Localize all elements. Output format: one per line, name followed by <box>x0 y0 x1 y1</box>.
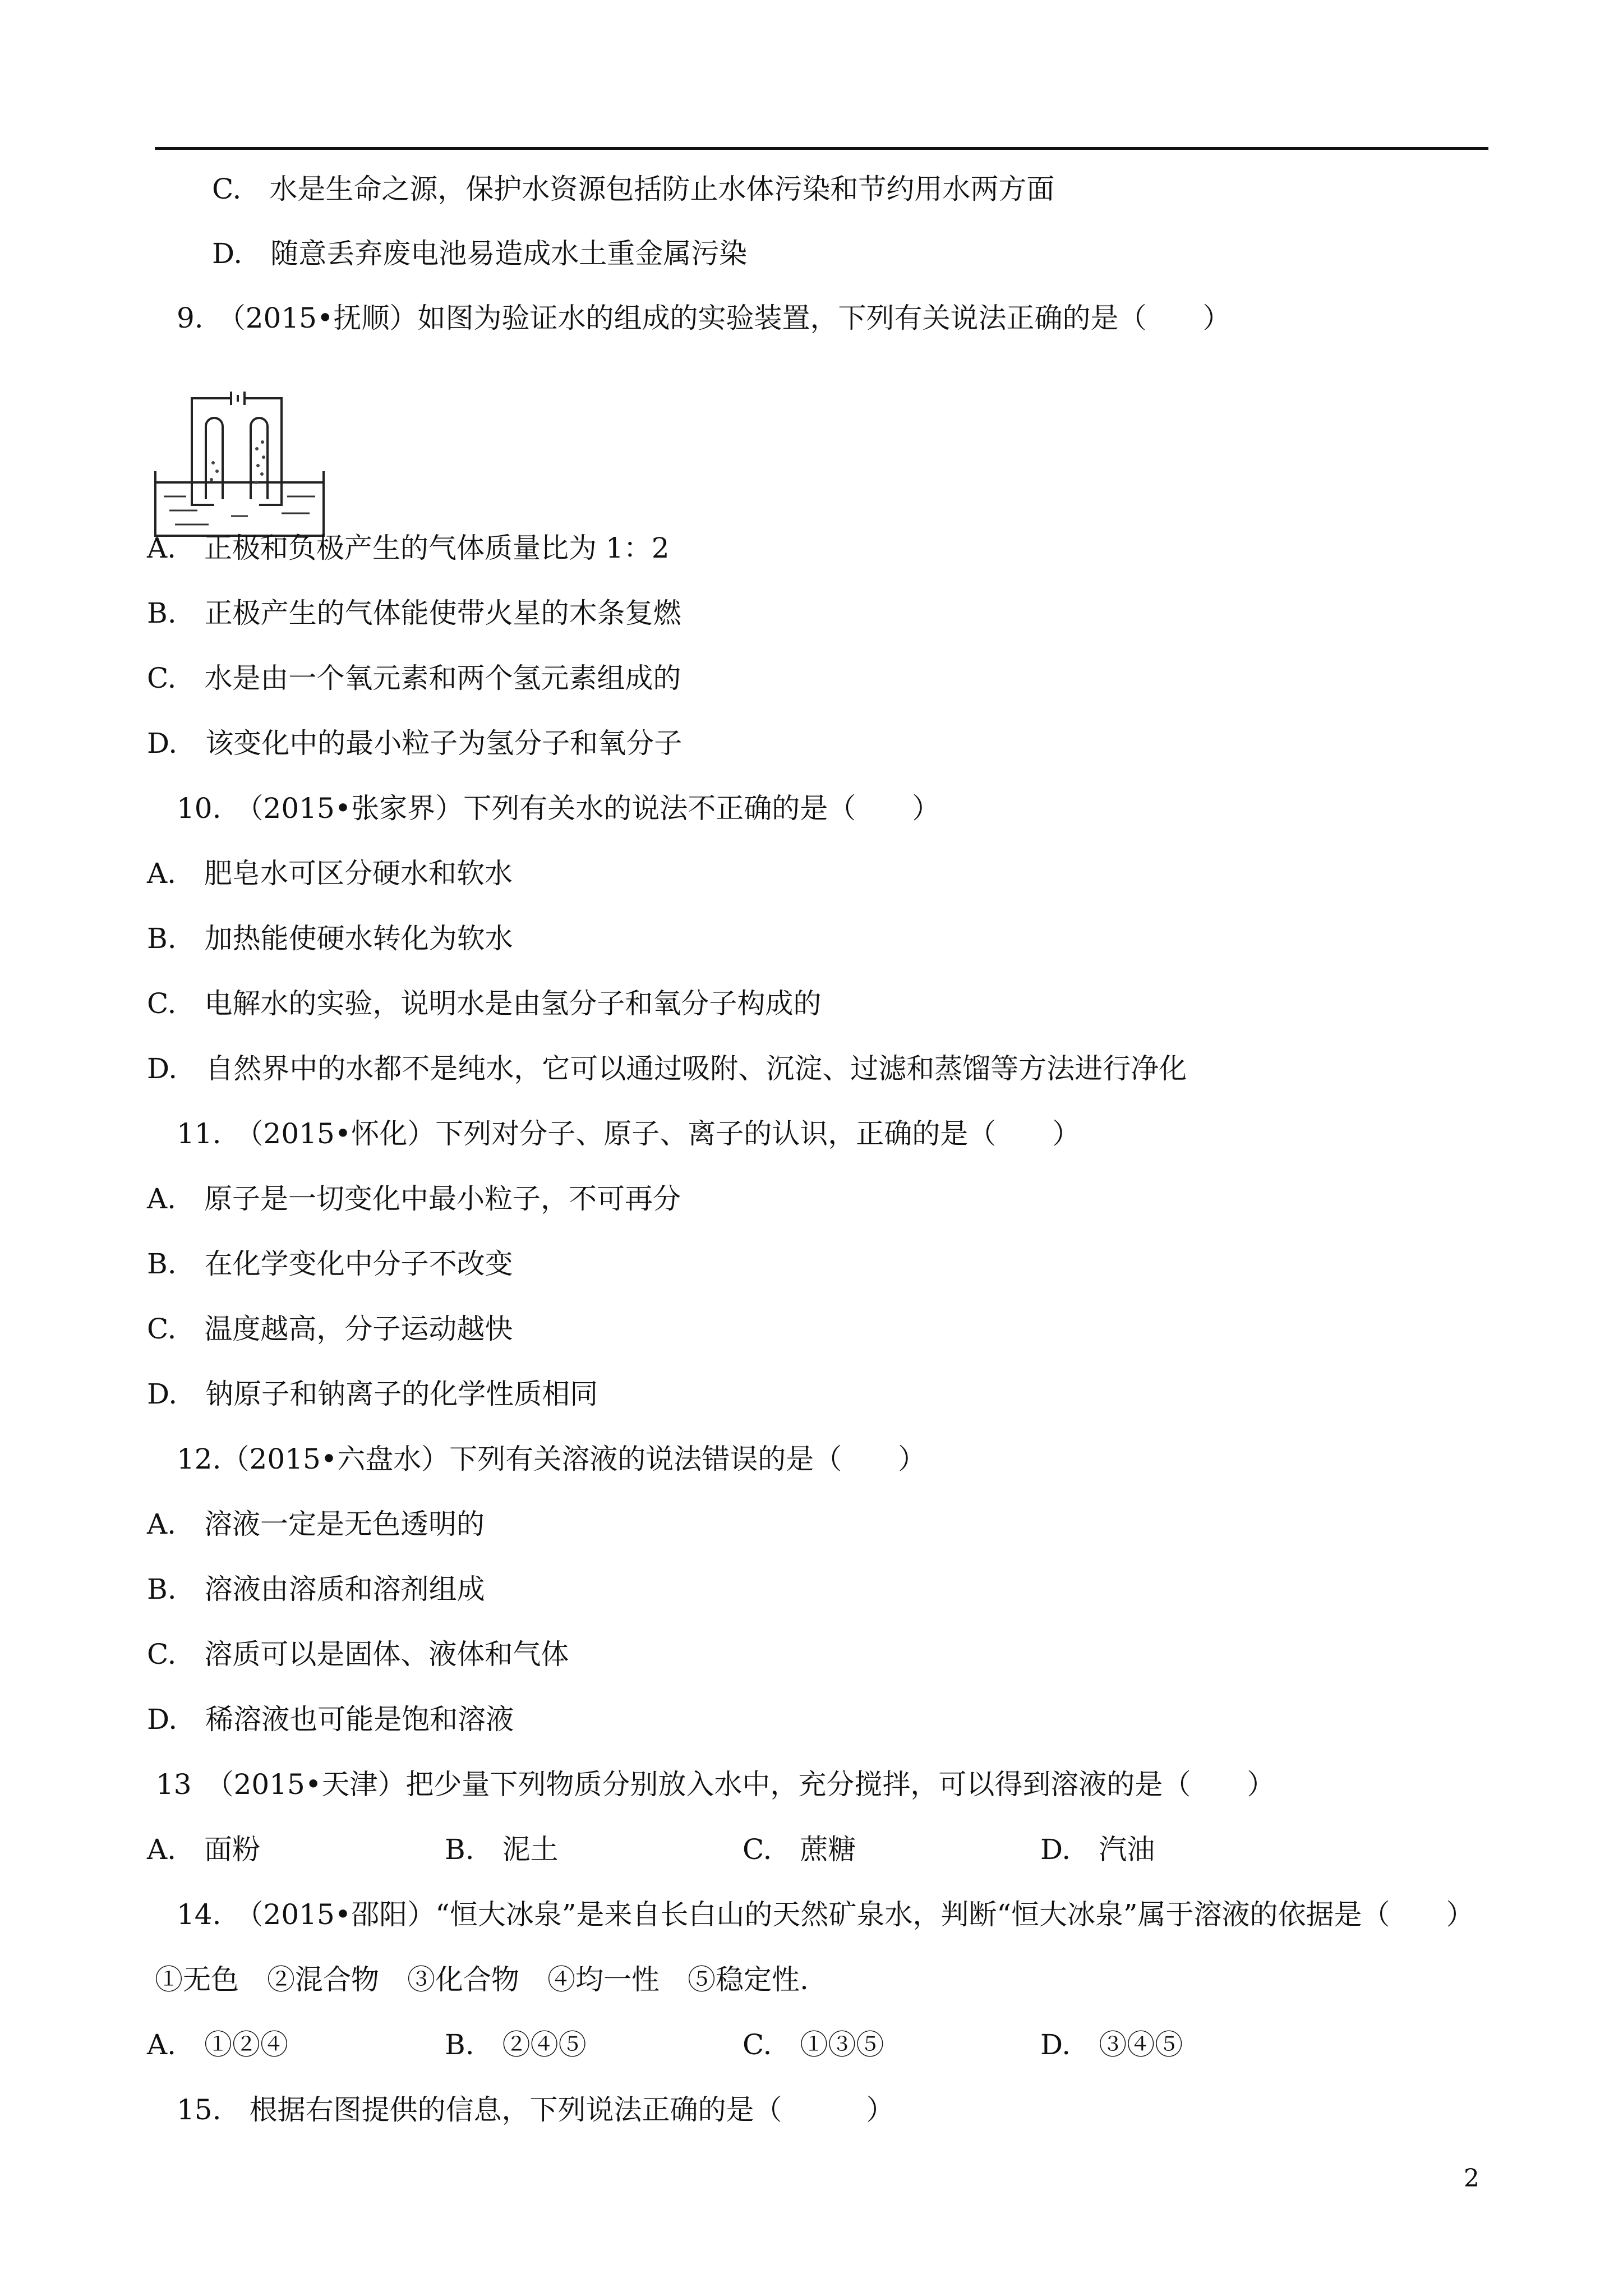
q13-option-a: A. 面粉 <box>147 1833 261 1866</box>
q13-option-b: B. 泥土 <box>445 1833 559 1866</box>
q11-option-a: A. 原子是一切变化中最小粒子，不可再分 <box>147 1182 681 1215</box>
q9-option-a: A. 正极和负极产生的气体质量比为 1：2 <box>147 532 670 564</box>
q10-option-b: B. 加热能使硬水转化为软水 <box>147 922 513 955</box>
q15-stem: 15. 根据右图提供的信息，下列说法正确的是（ ） <box>177 2093 895 2126</box>
q14-option-d: D. ③④⑤ <box>1040 2028 1183 2061</box>
page-number: 2 <box>1464 2164 1479 2193</box>
q14-options <box>147 2027 1183 2063</box>
q13-stem: 13 （2015•天津）把少量下列物质分别放入水中，充分搅拌，可以得到溶液的是（ ） <box>156 1768 1275 1801</box>
q14-criteria: ①无色 ②混合物 ③化合物 ④均一性 ⑤稳定性. <box>155 1963 809 1996</box>
q14-stem: 14. （2015•邵阳）“恒大冰泉”是来自长白山的天然矿泉水，判断“恒大冰泉”属于溶液的依据是（ ） <box>177 1898 1474 1931</box>
q9-stem: 9. （2015•抚顺）如图为验证水的组成的实验装置，下列有关说法正确的是（ ） <box>177 302 1231 334</box>
q11-option-c: C. 温度越高，分子运动越快 <box>147 1313 513 1345</box>
q13-option-d: D. 汽油 <box>1040 1833 1155 1866</box>
q14-option-c: C. ①③⑤ <box>743 2028 884 2061</box>
q9-option-d: D. 该变化中的最小粒子为氢分子和氧分子 <box>147 727 683 760</box>
q11-option-d: D. 钠原子和钠离子的化学性质相同 <box>147 1378 598 1410</box>
q10-stem: 10. （2015•张家界）下列有关水的说法不正确的是（ ） <box>177 792 940 825</box>
q11-stem: 11. （2015•怀化）下列对分子、原子、离子的认识，正确的是（ ） <box>177 1117 1081 1150</box>
q9-option-c: C. 水是由一个氧元素和两个氢元素组成的 <box>147 662 681 694</box>
q12-option-d: D. 稀溶液也可能是饱和溶液 <box>147 1703 514 1736</box>
electrolysis-apparatus-figure <box>153 387 326 544</box>
q8-option-d: D. 随意丢弃废电池易造成水土重金属污染 <box>212 237 748 270</box>
q10-option-a: A. 肥皂水可区分硬水和软水 <box>147 857 513 890</box>
q13-option-c: C. 蔗糖 <box>743 1833 856 1866</box>
q14-option-a: A. ①②④ <box>147 2028 289 2061</box>
q10-option-d: D. 自然界中的水都不是纯水，它可以通过吸附、沉淀、过滤和蒸馏等方法进行净化 <box>147 1052 1187 1085</box>
header-rule <box>155 147 1488 150</box>
q11-option-b: B. 在化学变化中分子不改变 <box>147 1248 513 1280</box>
q13-options <box>147 1832 1155 1867</box>
q12-option-c: C. 溶质可以是固体、液体和气体 <box>147 1638 569 1671</box>
q12-option-a: A. 溶液一定是无色透明的 <box>147 1508 485 1540</box>
q12-stem: 12.（2015•六盘水）下列有关溶液的说法错误的是（ ） <box>177 1443 926 1475</box>
q14-option-b: B. ②④⑤ <box>445 2028 587 2061</box>
q12-option-b: B. 溶液由溶质和溶剂组成 <box>147 1573 485 1605</box>
q8-option-c: C. 水是生命之源，保护水资源包括防止水体污染和节约用水两方面 <box>212 173 1055 205</box>
q10-option-c: C. 电解水的实验，说明水是由氢分子和氧分子构成的 <box>147 987 822 1020</box>
q9-option-b: B. 正极产生的气体能使带火星的木条复燃 <box>147 597 681 629</box>
